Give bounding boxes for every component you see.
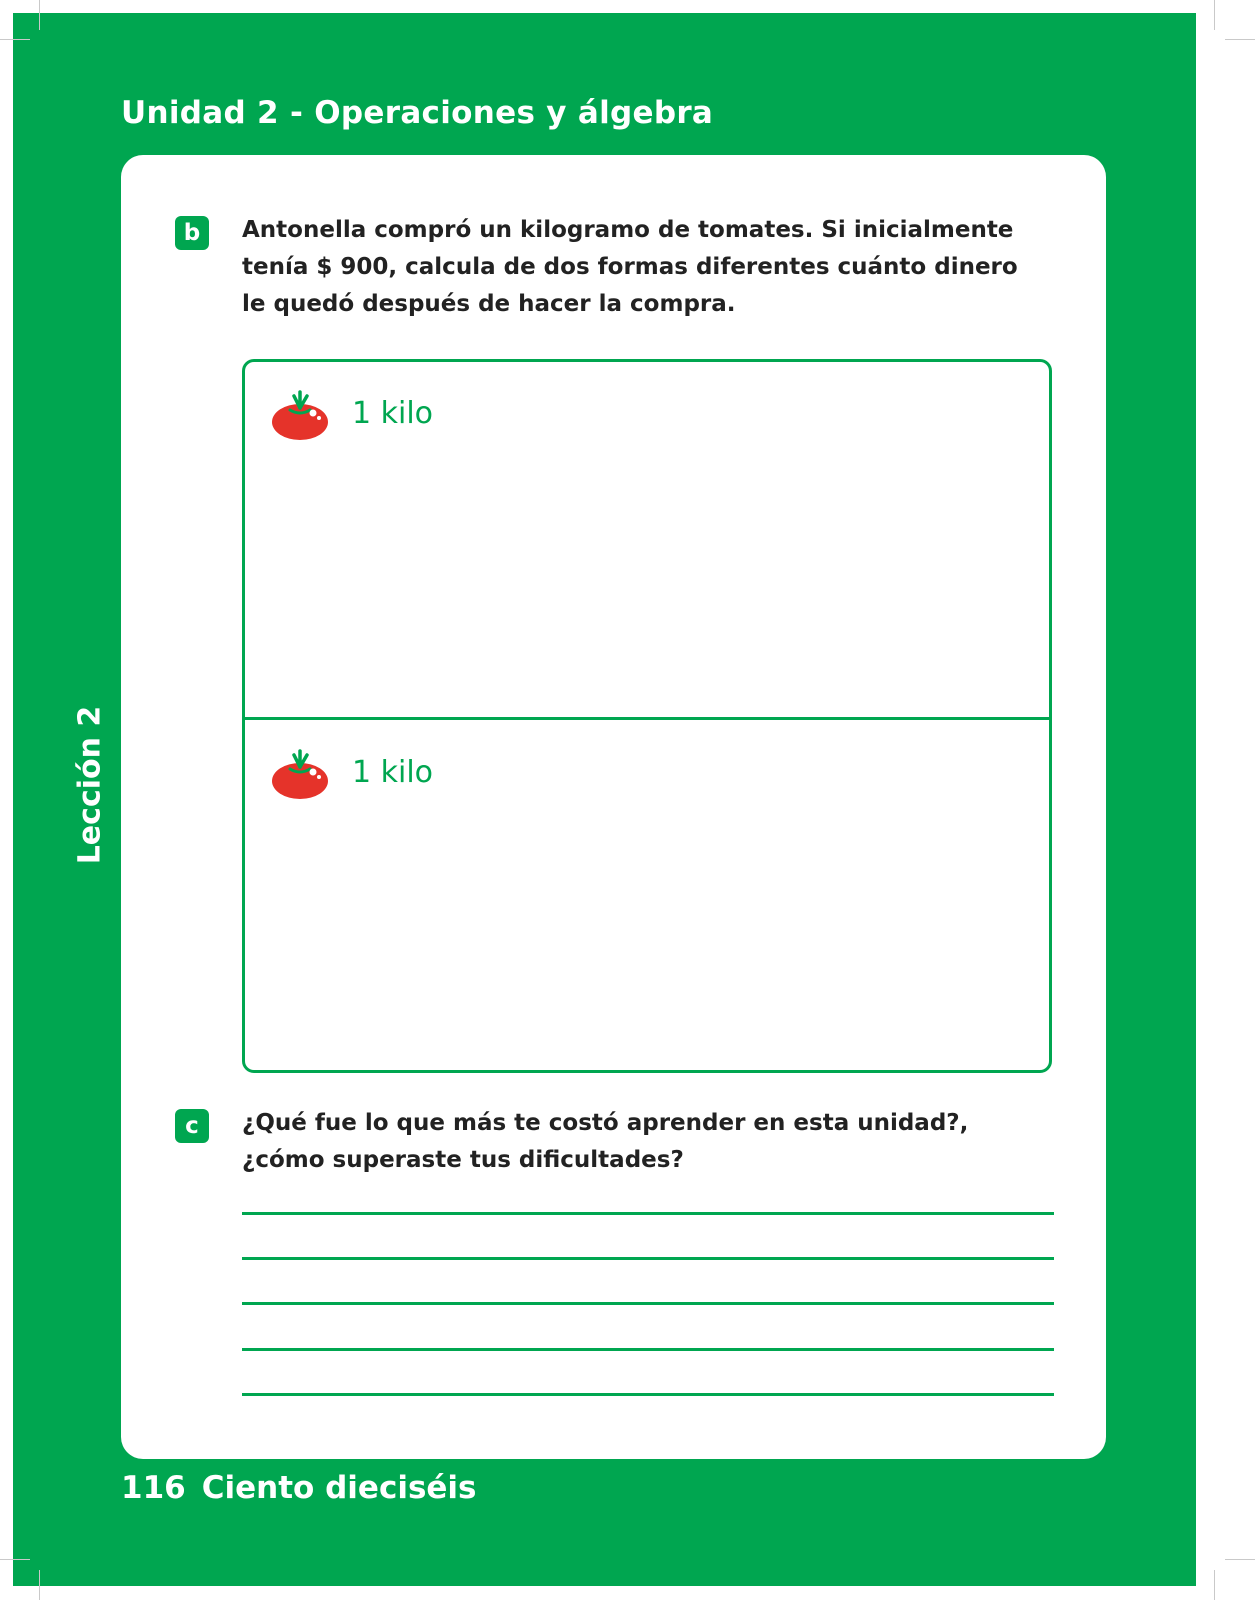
answer-line[interactable] [242,1302,1054,1305]
question-b-line: Antonella compró un kilogramo de tomates. Si inicialmente [242,217,1014,243]
page-number: 116 [121,1470,186,1506]
crop-mark [0,39,30,40]
tomato-icon [270,745,330,803]
page-number-words: Ciento dieciséis [201,1470,477,1506]
crop-mark [39,0,40,30]
page-footer [121,1470,477,1506]
work-area-label: 1 kilo [352,396,434,431]
tomato-icon [270,386,330,444]
crop-mark [1225,1559,1255,1560]
question-c-line: ¿cómo superaste tus dificultades? [242,1147,684,1173]
work-area-label: 1 kilo [352,755,434,790]
question-c-badge: c [175,1109,209,1143]
question-c-text [242,1105,968,1179]
question-c-line: ¿Qué fue lo que más te costó aprender en esta unidad?, [242,1110,969,1136]
lesson-label: Lección 2 [72,705,108,865]
answer-line[interactable] [242,1393,1054,1396]
crop-mark [0,1559,30,1560]
crop-mark [1225,39,1255,40]
answer-line[interactable] [242,1348,1054,1351]
crop-mark [39,1570,40,1600]
crop-mark [1214,1570,1215,1600]
question-b-badge: b [175,216,209,250]
question-b-line: le quedó después de hacer la compra. [242,291,736,317]
unit-title: Unidad 2 - Operaciones y álgebra [121,95,714,131]
answer-line[interactable] [242,1257,1054,1260]
question-b-line: tenía $ 900, calcula de dos formas diferentes cuánto dinero [242,254,1018,280]
work-area-box[interactable] [242,359,1052,1073]
question-b-text [242,212,1018,323]
crop-mark [1214,0,1215,30]
work-area-divider [245,717,1049,720]
answer-line[interactable] [242,1212,1054,1215]
